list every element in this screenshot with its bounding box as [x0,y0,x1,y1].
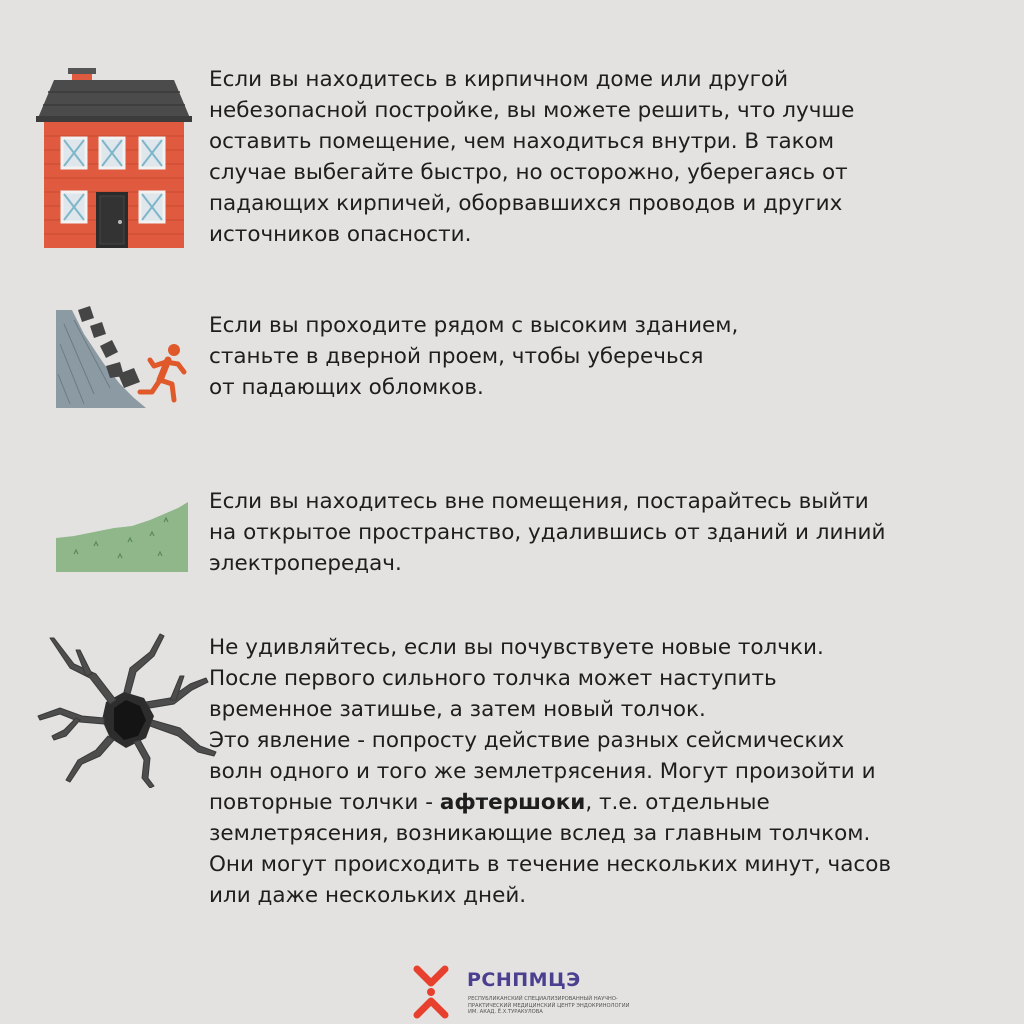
tip-line: Они могут происходить в течение нескольких минут, часов [209,852,892,877]
ground-crack-icon [30,628,220,788]
tip-line: Если вы проходите рядом с высоким зданием, [209,313,739,338]
tip-line: от падающих обломков. [209,375,484,400]
tip-line: случае выбегайте быстро, но осторожно, уберегаясь от [209,160,848,185]
tip-line: станьте в дверной проем, чтобы уберечься [209,344,704,369]
tip-line: оставить помещение, чем находиться внутри. В таком [209,129,835,154]
tip-tall-building [209,310,738,403]
rsnpmtse-logo-icon [411,963,451,1021]
organization-logo [411,963,631,1023]
tip-line-part: повторные толчки - [209,790,440,815]
tip-line: Не удивляйтесь, если вы почувствуете новые толчки. [209,635,824,660]
tip-aftershocks [209,632,891,911]
tip-line: падающих кирпичей, оборвавшихся проводов и других [209,191,843,216]
tip-line: После первого сильного толчка может наступить [209,666,777,691]
tip-line: или даже нескольких дней. [209,883,527,908]
tip-line: источников опасности. [209,222,472,247]
aftershocks-term: афтершоки [439,790,586,815]
tip-line: небезопасной постройке, вы можете решить, что лучше [209,98,855,123]
tip-line-part: , т.е. отдельные [585,790,770,815]
tip-line: временное затишье, а затем новый толчок. [209,697,706,722]
tip-line: волн одного и того же землетрясения. Могут произойти и [209,759,876,784]
logo-subtitle: РЕСПУБЛИКАНСКИЙ СПЕЦИАЛИЗИРОВАННЫЙ НАУЧНО-ПРАКТИЧЕСКИЙ МЕДИЦИНСКИЙ ЦЕНТР ЭНДОКРИНОЛОГИИ ИМ. АКАД. Ё.Х.ТУРАКУЛОВА [468,996,630,1015]
green-hill-icon [54,498,190,574]
tip-line: землетрясения, возникающие вслед за главным толчком. [209,821,871,846]
tip-line-aftershocks [209,787,891,818]
tip-brick-house [209,64,854,250]
brick-house-icon [34,66,194,250]
tip-line: Это явление - попросту действие разных сейсмических [209,728,845,753]
tip-line: Если вы находитесь в кирпичном доме или другой [209,67,789,92]
tip-line: на открытое пространство, удалившись от зданий и линий [209,520,886,545]
tip-line: электропередач. [209,551,402,576]
tip-line: Если вы находитесь вне помещения, постарайтесь выйти [209,489,869,514]
logo-title: РСНПМЦЭ [467,969,581,991]
tip-outdoors [209,486,885,579]
falling-rocks-running-person-icon [54,304,190,410]
